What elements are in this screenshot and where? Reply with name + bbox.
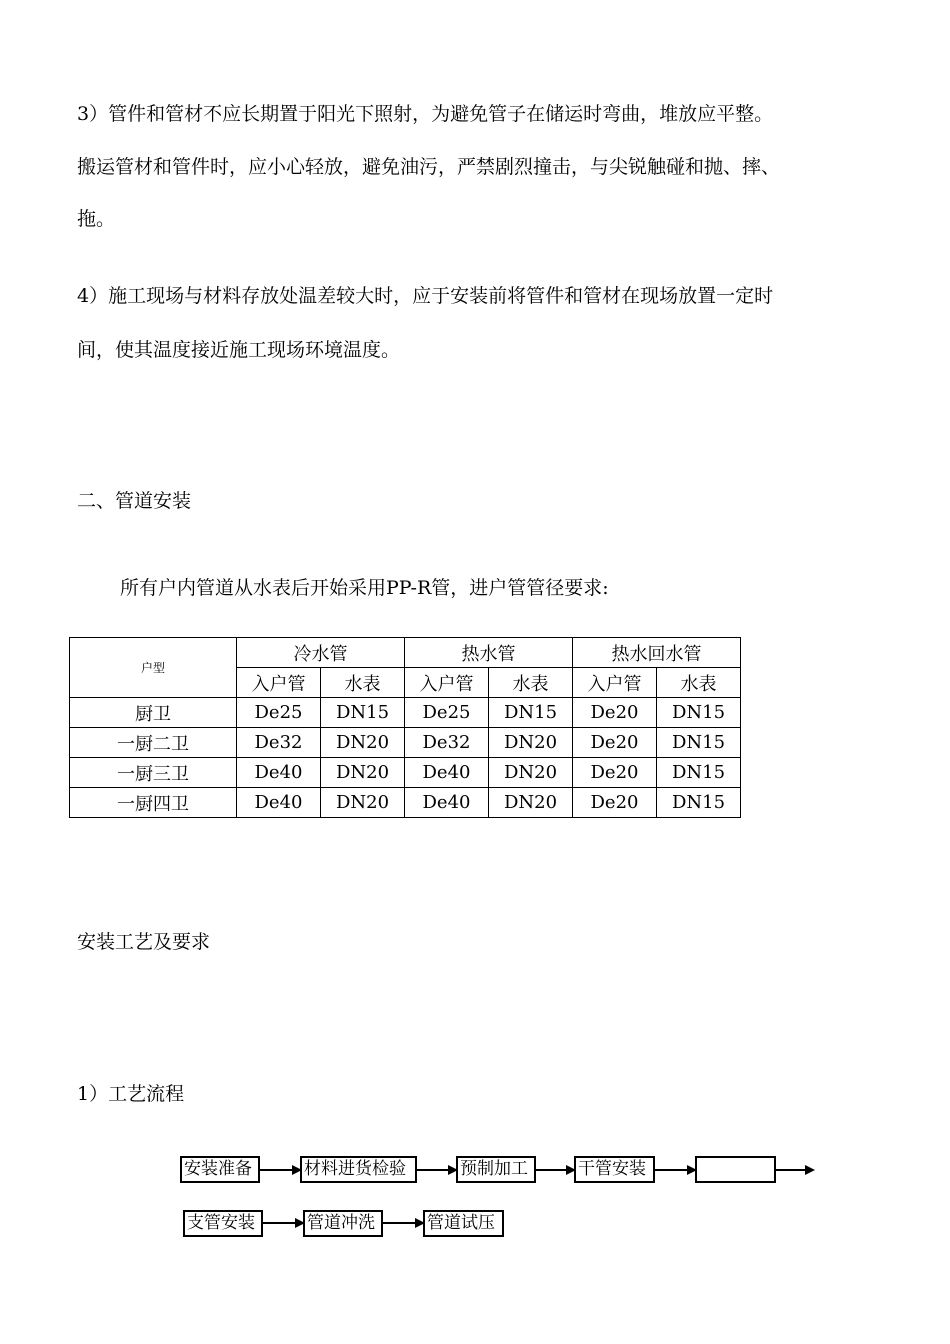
table-cell: DN20	[321, 728, 405, 758]
header-cold-water: 冷水管	[237, 638, 405, 668]
flow-arrow	[263, 1222, 303, 1224]
table-cell: De20	[573, 788, 657, 818]
table-cell: DN20	[321, 758, 405, 788]
flow-arrow	[655, 1169, 695, 1171]
row-type-cell: 一厨三卫	[70, 758, 237, 788]
table-row	[70, 758, 741, 788]
table-cell: DN15	[489, 698, 573, 728]
header-hot-return: 热水回水管	[573, 638, 741, 668]
subheader-cell: 水表	[657, 668, 741, 698]
subheader-cell: 水表	[489, 668, 573, 698]
paragraph-4-line-1: 4）施工现场与材料存放处温差较大时，应于安装前将管件和管材在现场放置一定时	[77, 285, 774, 307]
flow-arrow	[383, 1222, 423, 1224]
subheader-cell: 入户管	[405, 668, 489, 698]
flow-step-prefabrication: 预制加工	[456, 1156, 536, 1183]
table-row	[70, 698, 741, 728]
paragraph-3-line-3: 拖。	[77, 208, 116, 230]
intro-text: 所有户内管道从水表后开始采用PP-R管，进户管管径要求:	[120, 577, 609, 599]
table-cell: DN20	[489, 728, 573, 758]
flow-arrow	[260, 1169, 300, 1171]
table-cell: DN20	[321, 788, 405, 818]
row-type-cell: 厨卫	[70, 698, 237, 728]
table-cell: De40	[237, 788, 321, 818]
flow-step-flushing: 管道冲洗	[303, 1210, 383, 1237]
paragraph-3-line-1: 3）管件和管材不应长期置于阳光下照射，为避免管子在储运时弯曲，堆放应平整。	[77, 103, 774, 125]
table-header-row	[70, 638, 741, 668]
table-cell: De32	[405, 728, 489, 758]
table-cell: De20	[573, 728, 657, 758]
paragraph-4-line-2: 间，使其温度接近施工现场环境温度。	[77, 339, 401, 361]
flow-step-empty	[695, 1156, 776, 1183]
table-cell: DN20	[489, 758, 573, 788]
table-cell: De40	[405, 758, 489, 788]
subheader-cell: 水表	[321, 668, 405, 698]
table-corner-cell: 户型	[70, 638, 237, 698]
flow-arrow	[776, 1169, 813, 1171]
flow-step-main-pipe: 干管安装	[574, 1156, 655, 1183]
header-hot-water: 热水管	[405, 638, 573, 668]
row-type-cell: 一厨二卫	[70, 728, 237, 758]
flow-step-branch-pipe: 支管安装	[183, 1210, 263, 1237]
table-cell: DN15	[657, 698, 741, 728]
table-cell: DN15	[657, 728, 741, 758]
table-cell: De25	[237, 698, 321, 728]
flow-step-pressure-test: 管道试压	[423, 1210, 504, 1237]
table-cell: De32	[237, 728, 321, 758]
subheader-cell: 入户管	[573, 668, 657, 698]
table-row	[70, 728, 741, 758]
table-cell: DN15	[657, 758, 741, 788]
row-type-cell: 一厨四卫	[70, 788, 237, 818]
table-cell: De20	[573, 698, 657, 728]
process-heading: 安装工艺及要求	[77, 931, 211, 953]
table-cell: De25	[405, 698, 489, 728]
subheader-cell: 入户管	[237, 668, 321, 698]
table-cell: De20	[573, 758, 657, 788]
section-title: 二、管道安装	[77, 490, 192, 512]
flow-step-prepare: 安装准备	[180, 1156, 260, 1183]
paragraph-3-line-2: 搬运管材和管件时，应小心轻放，避免油污，严禁剧烈撞击，与尖锐触碰和抛、摔、	[77, 156, 781, 178]
flow-arrow	[417, 1169, 456, 1171]
pipe-size-table	[69, 637, 741, 818]
table-row	[70, 788, 741, 818]
table-cell: De40	[405, 788, 489, 818]
flow-step-material-inspection: 材料进货检验	[300, 1156, 417, 1183]
table-cell: DN15	[321, 698, 405, 728]
table-cell: De40	[237, 758, 321, 788]
flow-arrow	[536, 1169, 574, 1171]
table-cell: DN15	[657, 788, 741, 818]
flow-heading: 1）工艺流程	[77, 1083, 185, 1105]
table-cell: DN20	[489, 788, 573, 818]
